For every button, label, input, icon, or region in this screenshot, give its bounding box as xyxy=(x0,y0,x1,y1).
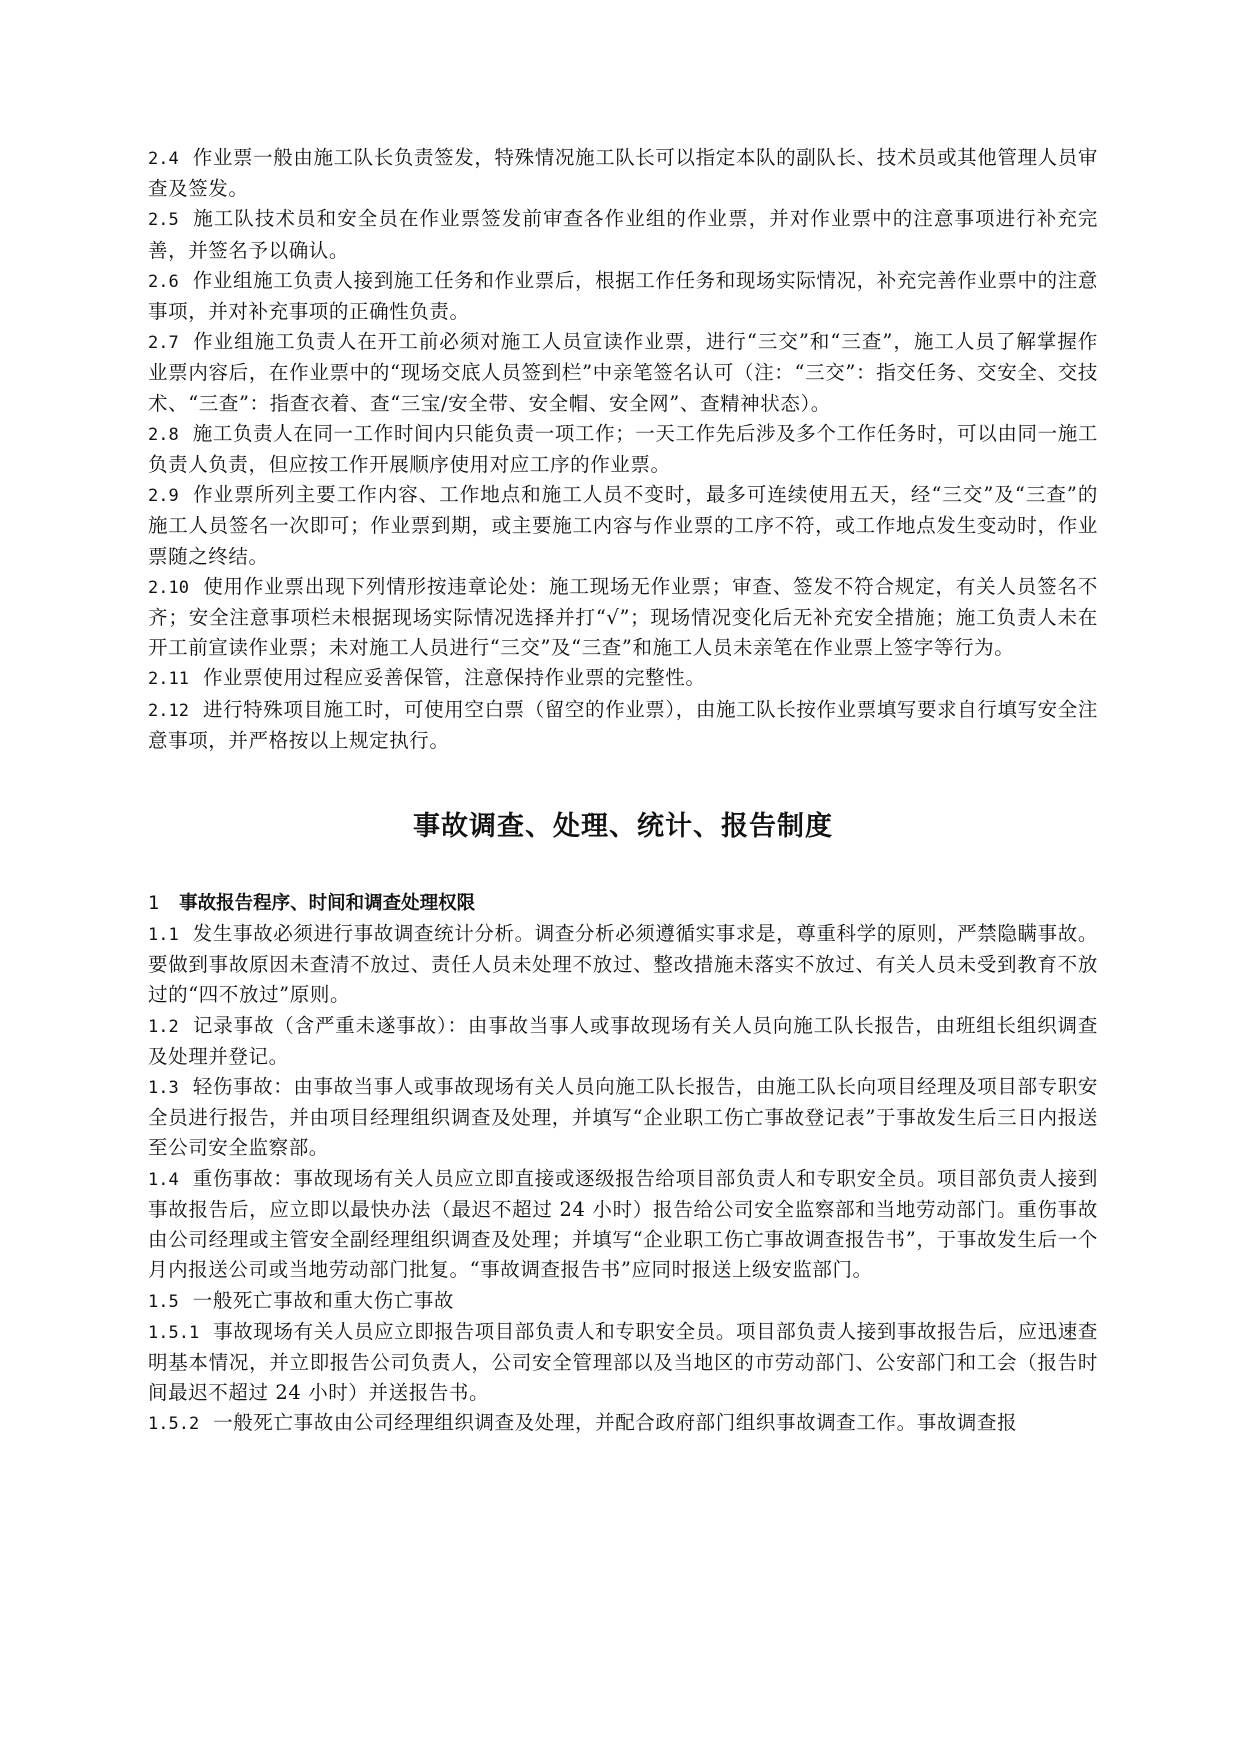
paragraph-2-7 xyxy=(148,327,1098,419)
clause-text: 使用作业票出现下列情形按违章论处：施工现场无作业票；审查、签发不符合规定，有关人员签名不齐；安全注意事项栏未根据现场实际情况选择并打“√”；现场情况变化后无补充安全措施；施工负责人未在开工前宣读作业票；未对施工人员进行“三交”及“三查”和施工人员未亲笔在作业票上签字等行为。 xyxy=(148,574,1098,660)
clause-number: 1.1 xyxy=(148,925,179,946)
clause-number: 2.10 xyxy=(148,577,189,598)
clause-text: 作业票使用过程应妥善保管，注意保持作业票的完整性。 xyxy=(202,666,706,690)
paragraph-1-1 xyxy=(148,919,1098,1011)
paragraph-2-12 xyxy=(148,695,1098,756)
clause-number: 2.6 xyxy=(148,271,179,292)
clause-text: 作业组施工负责人接到施工任务和作业票后，根据工作任务和现场实际情况，补充完善作业票中的注意事项，并对补充事项的正确性负责。 xyxy=(148,268,1098,324)
clause-text: 轻伤事故：由事故当事人或事故现场有关人员向施工队长报告，由施工队长向项目经理及项目部专职安全员进行报告，并由项目经理组织调查及处理，并填写“企业职工伤亡事故登记表”于事故发生后三日内报送至公司安全监察部。 xyxy=(148,1075,1098,1160)
clause-text: 一般死亡事故和重大伤亡事故 xyxy=(192,1288,455,1312)
subheading-number: 1 xyxy=(148,893,160,915)
clause-text: 进行特殊项目施工时，可使用空白票（留空的作业票），由施工队长按作业票填写要求自行填写安全注意事项，并严格按以上规定执行。 xyxy=(148,697,1098,752)
clause-text: 作业票一般由施工队长负责签发，特殊情况施工队长可以指定本队的副队长、技术员或其他管理人员审查及签发。 xyxy=(148,146,1098,201)
clause-number: 2.12 xyxy=(148,700,189,721)
clause-text: 重伤事故：事故现场有关人员应立即直接或逐级报告给项目部负责人和专职安全员。项目部负责人接到事故报告后，应立即以最快办法（最迟不超过 24 小时）报告给公司安全监察部和当地劳动部门。重伤事故由公司经理或主管安全副经理组织调查及处理；并填写“企业职工伤亡事故调查报告书”，于事故发生后一个月内报送公司或当地劳动部门批复。“事故调查报告书”应同时报送上级安监部门。 xyxy=(148,1166,1098,1282)
clause-number: 2.11 xyxy=(148,669,189,690)
clause-number: 1.3 xyxy=(148,1078,179,1099)
clause-text: 一般死亡事故由公司经理组织调查及处理，并配合政府部门组织事故调查工作。事故调查报 xyxy=(213,1411,1018,1435)
clause-number: 2.7 xyxy=(148,333,179,354)
clause-text: 施工队技术员和安全员在作业票签发前审查各作业组的作业票，并对作业票中的注意事项进行补充完善，并签名予以确认。 xyxy=(148,207,1098,262)
paragraph-2-10 xyxy=(148,572,1098,664)
paragraph-2-4 xyxy=(148,143,1098,204)
document-page xyxy=(148,143,1098,1440)
paragraph-1-2 xyxy=(148,1011,1098,1072)
subheading xyxy=(148,889,1098,919)
clause-text: 作业组施工负责人在开工前必须对施工人员宣读作业票，进行“三交”和“三查”，施工人员了解掌握作业票内容后，在作业票中的“现场交底人员签到栏”中亲笔签名认可（注：“三交”：指交任务、交安全、交技术、“三查”：指查衣着、查“三宝/安全带、安全帽、安全网”、查精神状态）。 xyxy=(148,330,1098,415)
subheading-text: 事故报告程序、时间和调查处理权限 xyxy=(179,893,476,915)
clause-number: 1.5.2 xyxy=(148,1414,200,1435)
clause-number: 2.9 xyxy=(148,486,179,507)
clause-number: 2.5 xyxy=(148,210,179,231)
section-heading: 事故调查、处理、统计、报告制度 xyxy=(413,811,833,843)
clause-text: 施工负责人在同一工作时间内只能负责一项工作；一天工作先后涉及多个工作任务时，可以由同一施工负责人负责，但应按工作开展顺序使用对应工序的作业票。 xyxy=(148,421,1098,477)
paragraph-2-8 xyxy=(148,419,1098,480)
clause-number: 1.5.1 xyxy=(148,1322,200,1343)
paragraph-1-5 xyxy=(148,1286,1098,1317)
clause-text: 作业票所列主要工作内容、工作地点和施工人员不变时，最多可连续使用五天，经“三交”及“三查”的施工人员签名一次即可；作业票到期，或主要施工内容与作业票的工序不符，或工作地点发生变动时，作业票随之终结。 xyxy=(148,483,1098,568)
clause-number: 1.5 xyxy=(148,1291,179,1312)
paragraph-1-4 xyxy=(148,1164,1098,1286)
paragraph-2-6 xyxy=(148,266,1098,327)
section-2-paragraphs xyxy=(148,143,1098,756)
clause-number: 2.8 xyxy=(148,424,179,445)
clause-text: 记录事故（含严重未遂事故）：由事故当事人或事故现场有关人员向施工队长报告，由班组长组织调查及处理并登记。 xyxy=(148,1013,1098,1068)
clause-number: 1.4 xyxy=(148,1169,179,1190)
paragraph-2-5 xyxy=(148,204,1098,265)
paragraph-2-9 xyxy=(148,480,1098,572)
clause-text: 事故现场有关人员应立即报告项目部负责人和专职安全员。项目部负责人接到事故报告后，应迅速查明基本情况，并立即报告公司负责人，公司安全管理部以及当地区的市劳动部门、公安部门和工会（报告时间最迟不超过 24 小时）并送报告书。 xyxy=(148,1319,1098,1405)
clause-number: 1.2 xyxy=(148,1016,179,1037)
paragraph-1-5-1 xyxy=(148,1317,1098,1409)
section-1-paragraphs xyxy=(148,919,1098,1439)
clause-text: 发生事故必须进行事故调查统计分析。调查分析必须遵循实事求是，尊重科学的原则，严禁隐瞒事故。要做到事故原因未查清不放过、责任人员未处理不放过、整改措施未落实不放过、有关人员未受到教育不放过的“四不放过”原则。 xyxy=(148,922,1098,1007)
paragraph-1-3 xyxy=(148,1072,1098,1164)
paragraph-2-11 xyxy=(148,663,1098,694)
clause-number: 2.4 xyxy=(148,149,179,169)
paragraph-1-5-2 xyxy=(148,1408,1098,1439)
